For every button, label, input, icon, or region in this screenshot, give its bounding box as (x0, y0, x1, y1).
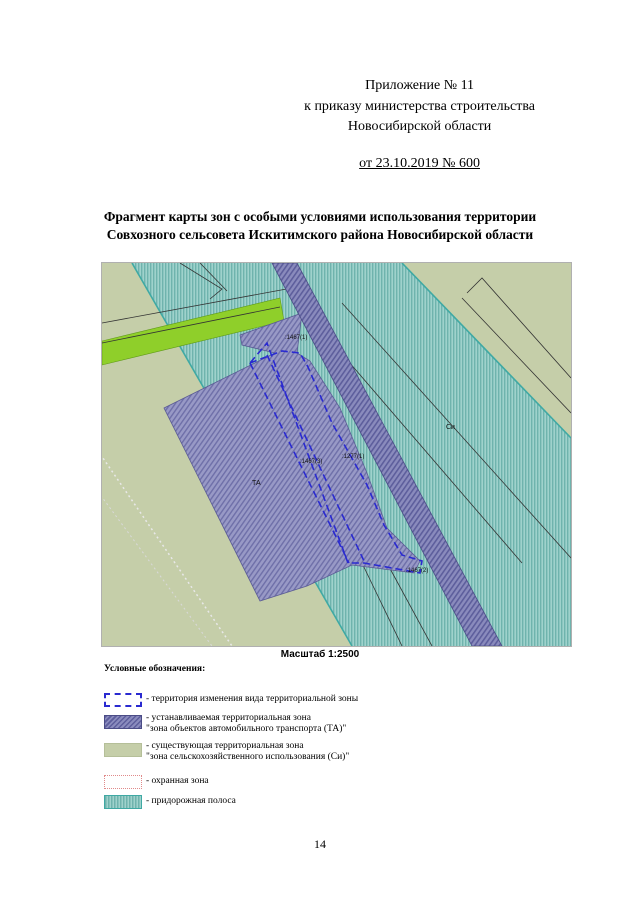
legend-swatch-ta-zone (104, 715, 142, 729)
zone-label-ta: ТА (252, 480, 261, 487)
legend-text: "зона объектов автомобильного транспорта (ТА)" (146, 723, 347, 734)
appendix-region: Новосибирской области (347, 119, 492, 134)
appendix-order-date: от 23.10.2019 № 600 (359, 155, 480, 171)
appendix-header (304, 76, 535, 174)
zone-map (101, 262, 572, 647)
legend-text: - придорожная полоса (146, 796, 236, 806)
legend-text: - охранная зона (146, 776, 209, 786)
map-scale: Масштаб 1:2500 (280, 649, 360, 660)
legend-text: - существующая территориальная зона (146, 741, 304, 751)
title-line-2: Совхозного сельсовета Искитимского района Новосибирской области (106, 227, 534, 242)
zone-label-si: Си (446, 424, 455, 431)
appendix-order-ref: к приказу министерства строительства (304, 98, 535, 114)
parcel-label-1467-3: :1467(3) (300, 459, 323, 465)
appendix-number: Приложение № 11 (365, 78, 475, 93)
parcel-label-1467-1: :1467(1) (285, 335, 308, 341)
legend-swatch-change-zone (104, 693, 142, 707)
page-number: 14 (314, 837, 326, 851)
legend-title: Условные обозначения: (104, 664, 206, 674)
legend-swatch-protection-zone (104, 775, 142, 789)
legend-text: "зона сельскохозяйственного использования (Си)" (146, 751, 350, 762)
legend-swatch-roadside-strip (104, 795, 142, 809)
legend-text: - устанавливаемая территориальная зона (146, 713, 311, 723)
document-title (0, 208, 640, 244)
legend-swatch-si-zone (104, 743, 142, 757)
parcel-label-1467-2: :1467(2) (406, 568, 429, 574)
road-label-1277-1: :1277(1) (342, 454, 365, 460)
title-line-1: Фрагмент карты зон с особыми условиями использования территории (103, 209, 537, 224)
legend-text: - территория изменения вида территориальной зоны (146, 694, 359, 704)
zone-map-svg (102, 263, 571, 646)
